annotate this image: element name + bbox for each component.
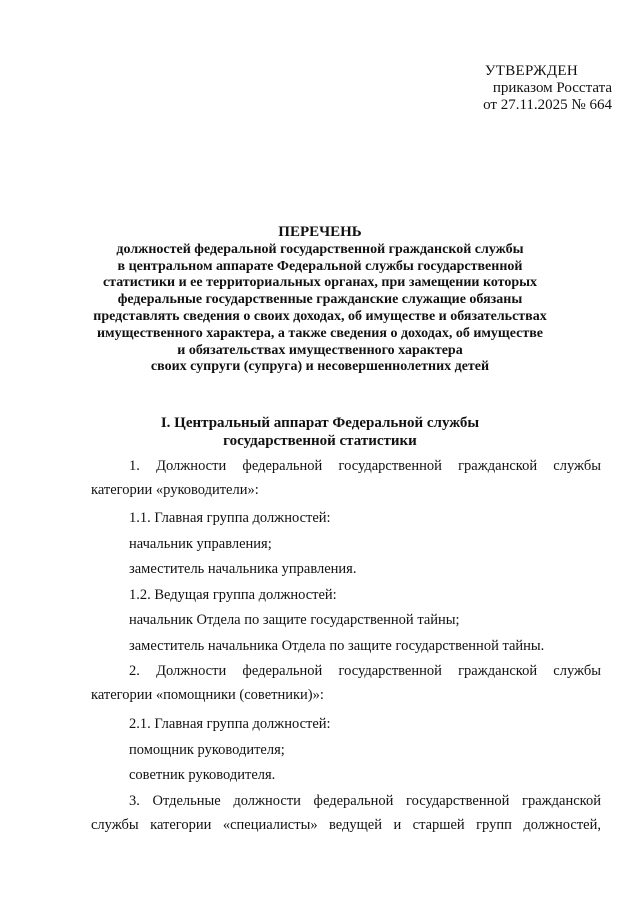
paragraph-1-1: 1.1. Главная группа должностей:: [129, 510, 331, 526]
title-line: имущественного характера, а также сведения о доходах, об имуществе: [96, 325, 543, 341]
section-heading: [110, 414, 530, 450]
approval-order: приказом Росстата: [492, 80, 612, 96]
list-item: заместитель начальника Отдела по защите государственной тайны.: [129, 638, 545, 654]
approval-date-number: от 27.11.2025 № 664: [483, 97, 612, 113]
approval-stamp: [392, 63, 612, 114]
title-line: своих супруги (супруга) и несовершеннолетних детей: [150, 359, 490, 375]
title-line: представлять сведения о своих доходах, об имуществе и обязательствах: [93, 308, 547, 324]
paragraph-line: 1. Должности федеральной государственной гражданской службы: [129, 458, 601, 474]
list-item: помощник руководителя;: [129, 742, 285, 758]
title-line: и обязательствах имущественного характера: [177, 342, 463, 358]
list-item: заместитель начальника управления.: [129, 561, 357, 577]
paragraph-line: категории «помощники (советники)»:: [91, 687, 324, 703]
paragraph-3: [91, 789, 601, 837]
title-line: статистики и ее территориальных органах, при замещении которых: [102, 275, 538, 291]
section-heading-line: государственной статистики: [223, 433, 417, 449]
paragraph-2: [91, 659, 601, 707]
title-line: должностей федеральной государственной гражданской службы: [116, 241, 524, 257]
title-line: федеральные государственные гражданские служащие обязаны: [117, 292, 523, 308]
list-item: советник руководителя.: [129, 767, 276, 783]
paragraph-2-1: 2.1. Главная группа должностей:: [129, 716, 331, 732]
paragraph-line: службы категории «специалисты» ведущей и старшей групп должностей,: [91, 817, 601, 833]
paragraph-line: 2. Должности федеральной государственной гражданской службы: [129, 663, 601, 679]
section-heading-line: I. Центральный аппарат Федеральной службы: [160, 415, 480, 431]
title-line: в центральном аппарате Федеральной службы государственной: [117, 258, 523, 274]
paragraph-line: категории «руководители»:: [91, 482, 259, 498]
list-item: начальник управления;: [129, 536, 272, 552]
paragraph-1-2: 1.2. Ведущая группа должностей:: [129, 587, 337, 603]
paragraph-1: [91, 454, 601, 502]
document-title: ПЕРЕЧЕНЬ: [278, 224, 362, 240]
document-title-block: [90, 224, 550, 376]
approval-title: УТВЕРЖДЕН: [484, 63, 578, 79]
list-item: начальник Отдела по защите государственной тайны;: [129, 612, 460, 628]
paragraph-line: 3. Отдельные должности федеральной государственной гражданской: [129, 793, 601, 809]
